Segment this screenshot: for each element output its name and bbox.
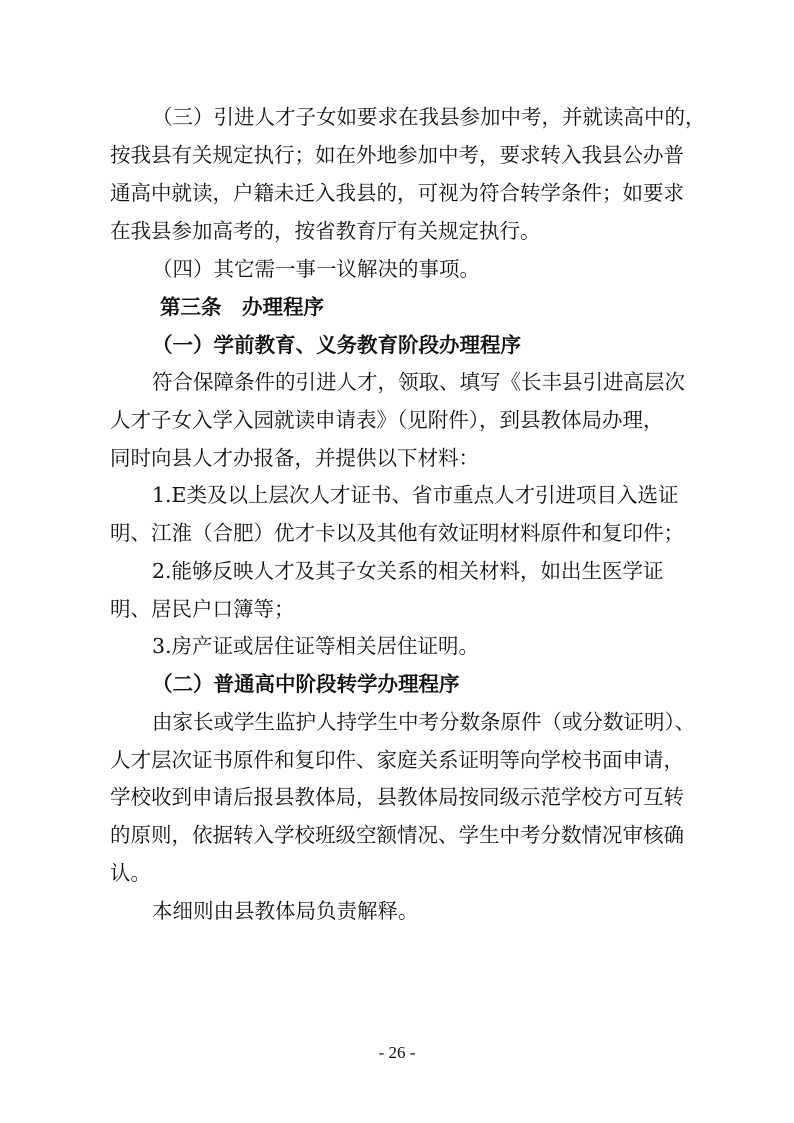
text-line: （四）其它需一事一议解决的事项。 — [152, 257, 480, 281]
text-line: 本细则由县教体局负责解释。 — [152, 899, 419, 923]
text-line: 在我县参加高考的，按省教育厅有关规定执行。 — [110, 219, 541, 243]
text-line: 的原则，依据转入学校班级空额情况、学生中考分数情况审核确 — [110, 823, 684, 847]
section-heading: 第三条 办理程序 — [160, 295, 324, 319]
subsection-heading: （二）普通高中阶段转学办理程序 — [152, 672, 460, 696]
text-line: 由家长或学生监护人持学生中考分数条原件（或分数证明）、 — [152, 710, 696, 734]
text-line: 同时向县人才办报备，并提供以下材料： — [110, 446, 479, 470]
text-line: 符合保障条件的引进人才，领取、填写《长丰县引进高层次 — [152, 370, 685, 394]
text-line: 明、江淮（合肥）优才卡以及其他有效证明材料原件和复印件； — [110, 521, 684, 545]
page-number: - 26 - — [378, 1043, 416, 1062]
text-line: 学校收到申请后报县教体局，县教体局按同级示范学校方可互转 — [110, 785, 684, 809]
text-line: 3.房产证或居住证等相关居住证明。 — [152, 634, 480, 658]
text-line: 2.能够反映人才及其子女关系的相关材料，如出生医学证 — [152, 559, 664, 583]
text-line: 通高中就读，户籍未迁入我县的，可视为符合转学条件；如要求 — [110, 181, 684, 205]
text-line: 按我县有关规定执行；如在外地参加中考，要求转入我县公办普 — [110, 143, 684, 167]
subsection-heading: （一）学前教育、义务教育阶段办理程序 — [152, 333, 521, 357]
text-line: 认。 — [110, 861, 151, 885]
text-line: 人才子女入学入园就读申请表》（见附件），到县教体局办理， — [110, 408, 664, 432]
text-line: 1.E类及以上层次人才证书、省市重点人才引进项目入选证 — [152, 483, 679, 507]
text-line: 明、居民户口簿等； — [110, 597, 295, 621]
text-line: 人才层次证书原件和复印件、家庭关系证明等向学校书面申请， — [110, 748, 684, 772]
text-line: （三）引进人才子女如要求在我县参加中考，并就读高中的， — [152, 105, 706, 129]
